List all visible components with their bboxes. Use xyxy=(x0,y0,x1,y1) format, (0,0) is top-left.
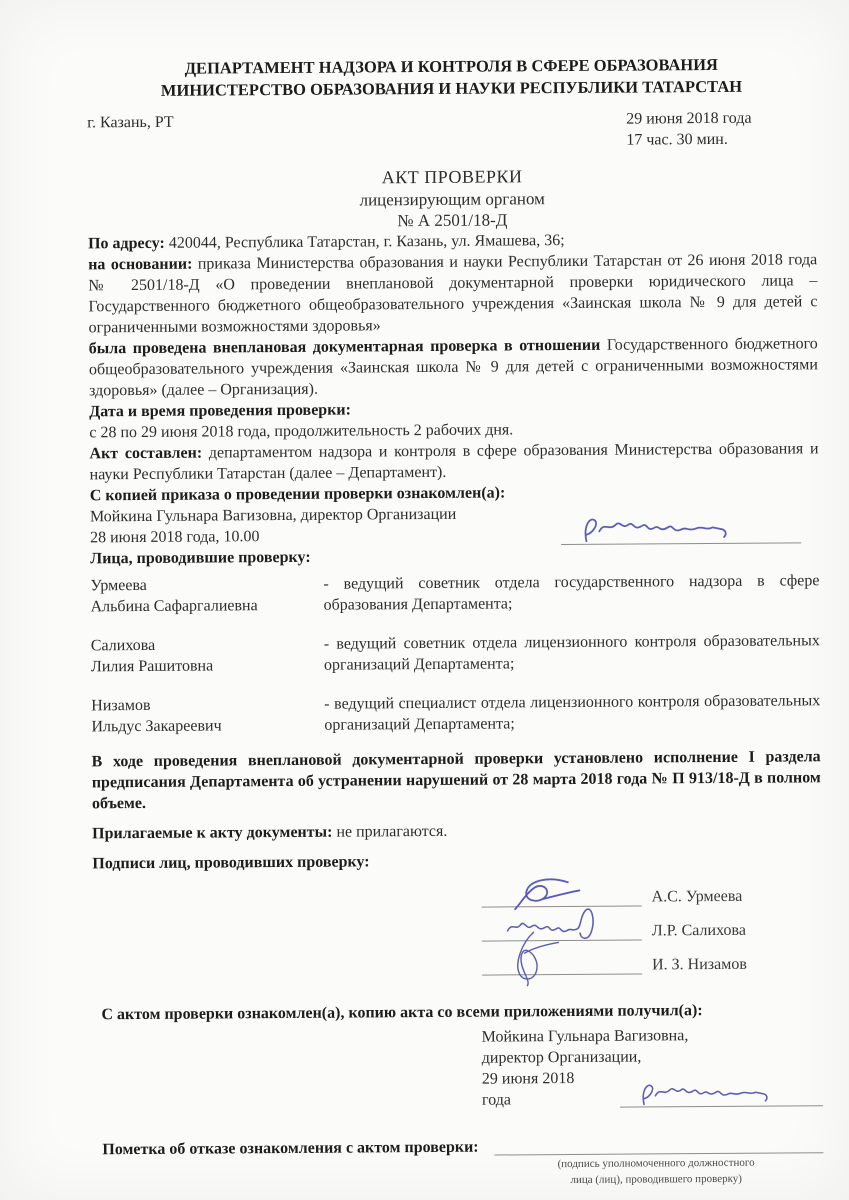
act-composed-paragraph xyxy=(89,438,818,485)
datetime-value: с 28 по 29 июня 2018 года, продолжительность 2 рабочих дня. xyxy=(89,421,514,442)
inspector-given-names: Ильдус Закареевич xyxy=(91,717,222,736)
title-line3: № А 2501/18-Д xyxy=(397,210,508,231)
inspector-name xyxy=(91,634,324,678)
refusal-row xyxy=(94,1134,823,1190)
place-label: г. Казань, РТ xyxy=(87,113,174,132)
inspector-row xyxy=(90,570,819,617)
basis-paragraph xyxy=(88,249,818,338)
inspector-surname: Низамов xyxy=(91,696,151,715)
act-composed-label: Акт составлен: xyxy=(89,444,203,463)
acquainted-block xyxy=(482,1024,824,1110)
inspector-name xyxy=(90,574,323,618)
refusal-signature-line xyxy=(495,1138,824,1155)
findings-paragraph: В ходе проведения внеплановой документарной проверки установлено исполнение I раздела предписания Департамента об устранении нарушений от 28 марта 2018 года № П 913/18-Д в полном объеме. xyxy=(91,748,821,813)
acquainted-person: Мойкина Гульнара Вагизовна, xyxy=(481,1027,689,1046)
copy-acquainted-datetime: 28 июня 2018 года, 10.00 xyxy=(90,528,260,547)
org-header-line1: ДЕПАРТАМЕНТ НАДЗОРА И КОНТРОЛЯ В СФЕРЕ ОБРАЗОВАНИЯ xyxy=(184,54,719,78)
copy-sign-row xyxy=(90,522,819,548)
refusal-label: Пометка об отказе ознакомления с актом проверки: xyxy=(102,1138,479,1159)
inspector-signatures-block xyxy=(481,871,812,975)
attachments-label: Прилагаемые к акту документы: xyxy=(92,823,333,843)
conducted-value: Государственного бюджетного общеобразовательного учреждения «Заинская школа № 9 для детей с ограниченными возможностями здоровья» (далее – Организация). xyxy=(88,335,818,400)
signature-moikina-icon xyxy=(575,509,745,550)
signatory-name: Л.Р. Салихова xyxy=(651,921,746,940)
date-time-block xyxy=(626,107,816,150)
inspector-name xyxy=(91,694,324,738)
acquainted-date: 29 июня 2018 года xyxy=(481,1069,575,1109)
act-date: 29 июня 2018 года xyxy=(626,109,752,128)
signature-line xyxy=(482,969,642,975)
attachments-value: не прилагаются. xyxy=(336,822,448,841)
signature-line xyxy=(620,1101,823,1107)
inspector-given-names: Лилия Рашитовна xyxy=(90,657,214,676)
place-date-row xyxy=(87,107,816,154)
signature-moikina-icon xyxy=(634,1076,784,1113)
signatory-name: А.С. Урмеева xyxy=(651,887,743,906)
address-value: 420044, Республика Татарстан, г. Казань, ул. Ямашева, 36; xyxy=(168,232,565,252)
inspector-surname: Салихова xyxy=(90,636,156,655)
acquainted-date-row xyxy=(482,1066,823,1110)
inspectors-label: Лица, проводившие проверку: xyxy=(90,548,311,568)
act-time: 17 час. 30 мин. xyxy=(626,130,728,149)
inspector-given-names: Альбина Сафаргалиевна xyxy=(90,597,258,616)
inspector-position: - ведущий специалист отдела лицензионного контроля образовательных организаций Департамента; xyxy=(324,692,821,734)
conducted-paragraph xyxy=(89,333,818,401)
org-header-line2: МИНИСТЕРСТВО ОБРАЗОВАНИЯ И НАУКИ РЕСПУБЛИКИ ТАТАРСТАН xyxy=(160,76,743,100)
datetime-label: Дата и время проведения проверки: xyxy=(89,401,351,421)
inspector-row xyxy=(91,690,820,737)
title-line2: лицензирующим органом xyxy=(359,189,545,210)
signatory-name: И. З. Низамов xyxy=(652,955,747,974)
inspector-position: - ведущий советник отдела лицензионного контроля образовательных организаций Департамента; xyxy=(323,632,820,674)
inspector-position: - ведущий советник отдела государственного надзора в сфере образования Департамента; xyxy=(323,572,820,614)
address-label: По адресу: xyxy=(87,234,165,253)
title-line1: АКТ ПРОВЕРКИ xyxy=(381,166,523,188)
signature-row xyxy=(482,939,812,975)
conducted-label: была проведена внеплановая документарная проверка в отношении xyxy=(88,336,601,358)
basis-value: приказа Министерства образования и науки Республики Татарстан от 26 июня 2018 года № 2501/18-Д «О проведении внеплановой документарной проверки юридического лица – Государственного бюджетного общеобразовательного учреждения «Заинская школа № 9 для детей с ограниченными возможностями здоровья» xyxy=(88,251,818,337)
inspector-surname: Урмеева xyxy=(90,576,147,595)
signature-nizamov-icon xyxy=(496,928,574,989)
acquainted-role: директор Организации, xyxy=(481,1048,642,1067)
attachments-paragraph xyxy=(92,818,821,844)
document-title xyxy=(88,163,817,233)
copy-acquainted-label: С копией приказа о проведении проверки ознакомлен(а): xyxy=(89,484,506,505)
inspector-row xyxy=(91,630,820,677)
refusal-caption-line2: лица (лиц), проводившего проверку) xyxy=(570,1172,742,1187)
inspector-signatures-label: Подписи лиц, проводивших проверку: xyxy=(92,853,370,873)
refusal-caption-line1: (подпись уполномоченного должностного xyxy=(557,1156,755,1171)
act-composed-value: департаментом надзора и контроля в сфере образования Министерства образования и науки Республики Татарстан (далее – Департамент). xyxy=(89,440,819,484)
refusal-signature-area xyxy=(489,1138,824,1187)
basis-label: на основании: xyxy=(88,255,193,274)
copy-acquainted-person: Мойкина Гульнара Вагизовна, директор Организации xyxy=(89,505,457,526)
acquainted-label: С актом проверки ознакомлен(а), копию акта со всеми приложениями получил(а): xyxy=(101,1002,703,1024)
organization-header xyxy=(87,53,816,102)
